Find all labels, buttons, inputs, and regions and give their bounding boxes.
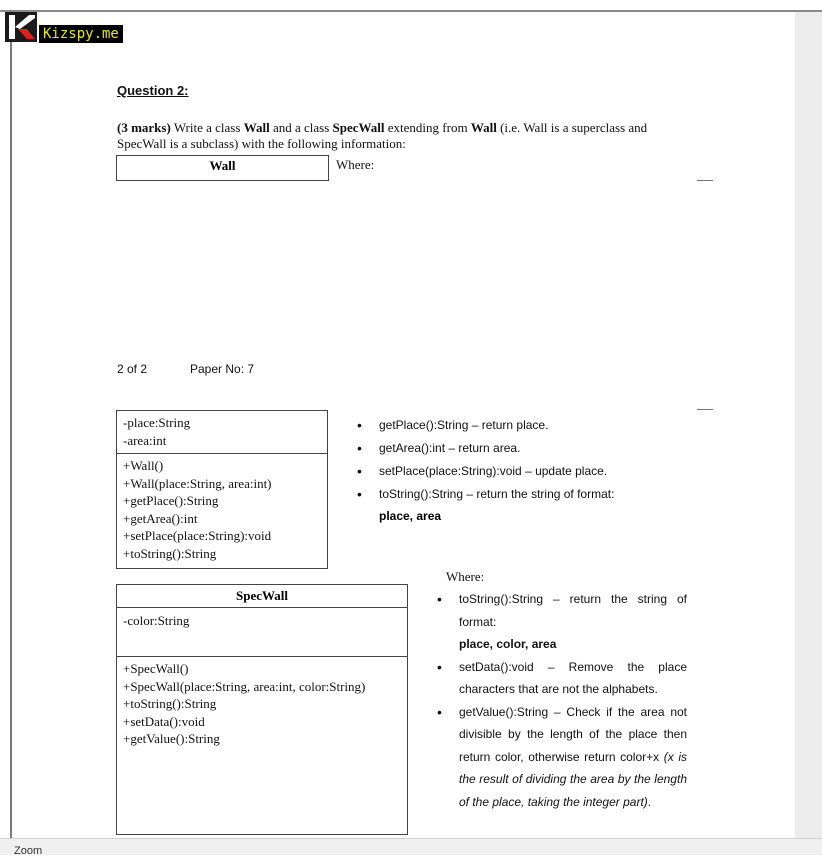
wall-note-item: • toString():String – return the string of format: — [357, 483, 687, 506]
paper-number: Paper No: 7 — [190, 362, 255, 376]
specwall-uml-box — [116, 584, 408, 835]
specwall-notes — [437, 588, 687, 813]
specwall-tostring-format: place, color, area — [459, 637, 557, 651]
question-title: Question 2: — [117, 83, 189, 98]
specwall-method: +getValue():String — [123, 731, 220, 746]
specwall-field: -color:String — [123, 613, 190, 628]
question-marks: (3 marks) — [117, 120, 171, 135]
wall-field: -area:int — [123, 432, 167, 448]
question-intro-3: extending from — [387, 120, 468, 135]
specwall-note-setdata: • setData():void – Remove the place characters that are not the alphabets. — [437, 656, 687, 701]
wall-method: +Wall() — [123, 458, 164, 473]
specwall-getvalue-text: getValue():String – Check if the area not divisible by the length of the place then return color, otherwise return color+x — [459, 704, 687, 764]
wall-uml-fields — [117, 411, 327, 453]
specwall-note-tostring — [437, 588, 687, 656]
page-edge-mark — [697, 180, 713, 181]
specwall-method: +SpecWall() — [123, 661, 189, 676]
question-text — [117, 120, 697, 152]
watermark-brand: Kizspy.me — [39, 25, 123, 43]
specwall-note-getvalue — [437, 701, 687, 814]
wall-where-label: Where: — [336, 157, 375, 172]
specwall-uml-title: SpecWall — [235, 588, 288, 603]
viewer-left-border — [10, 10, 12, 838]
viewer-status-bar — [0, 838, 822, 855]
wall-tostring-format: place, area — [379, 509, 442, 523]
specwall-getvalue-end: . — [647, 794, 652, 809]
specwall-getvalue-note: (x is the result of dividing the area by the length of the place, taking the integer part) — [459, 749, 688, 809]
wall-method: +toString():String — [123, 545, 217, 561]
specwall-tostring-text: toString():String – return the string of format: — [459, 592, 687, 629]
wall-method: +getPlace():String — [123, 493, 219, 508]
wall-note-item: • setPlace(place:String):void – update place. — [357, 460, 687, 483]
wall-uml-methods — [117, 453, 327, 562]
wall-method: +Wall(place:String, area:int) — [123, 475, 272, 491]
wall-method: +getArea():int — [123, 510, 198, 526]
specwall-method: +setData():void — [123, 713, 205, 729]
viewer-side-margin — [795, 12, 822, 838]
specwall-uml-fields — [117, 607, 407, 656]
wall-note-item: • getPlace():String – return place. — [357, 414, 687, 437]
class-name-wall: Wall — [243, 120, 270, 135]
specwall-method: +toString():String — [123, 696, 217, 711]
zoom-label[interactable]: Zoom — [14, 845, 43, 857]
question-intro-1: Write a class — [173, 120, 241, 135]
specwall-uml-methods — [117, 656, 407, 748]
k-logo-icon — [5, 12, 37, 42]
class-name-specwall: SpecWall — [332, 120, 385, 135]
page-edge-mark-2 — [697, 409, 713, 410]
wall-notes — [357, 414, 687, 526]
wall-method: +setPlace(place:String):void — [123, 528, 272, 543]
wall-note-item: • getArea():int – return area. — [357, 437, 687, 460]
question-intro-2: and a class — [272, 120, 330, 135]
specwall-where-label: Where: — [446, 569, 485, 584]
page-number: 2 of 2 — [117, 362, 148, 376]
wall-field: -place:String — [123, 415, 191, 430]
class-name-wall-super: Wall — [470, 120, 497, 135]
question-intro-4: (i.e. Wall is a superclass and SpecWall is a subclass) with the following information: — [117, 120, 648, 151]
specwall-method: +SpecWall(place:String, area:int, color:String) — [123, 678, 366, 694]
wall-uml-box — [116, 410, 328, 569]
wall-header-box — [116, 155, 329, 181]
wall-header-title: Wall — [209, 158, 236, 173]
